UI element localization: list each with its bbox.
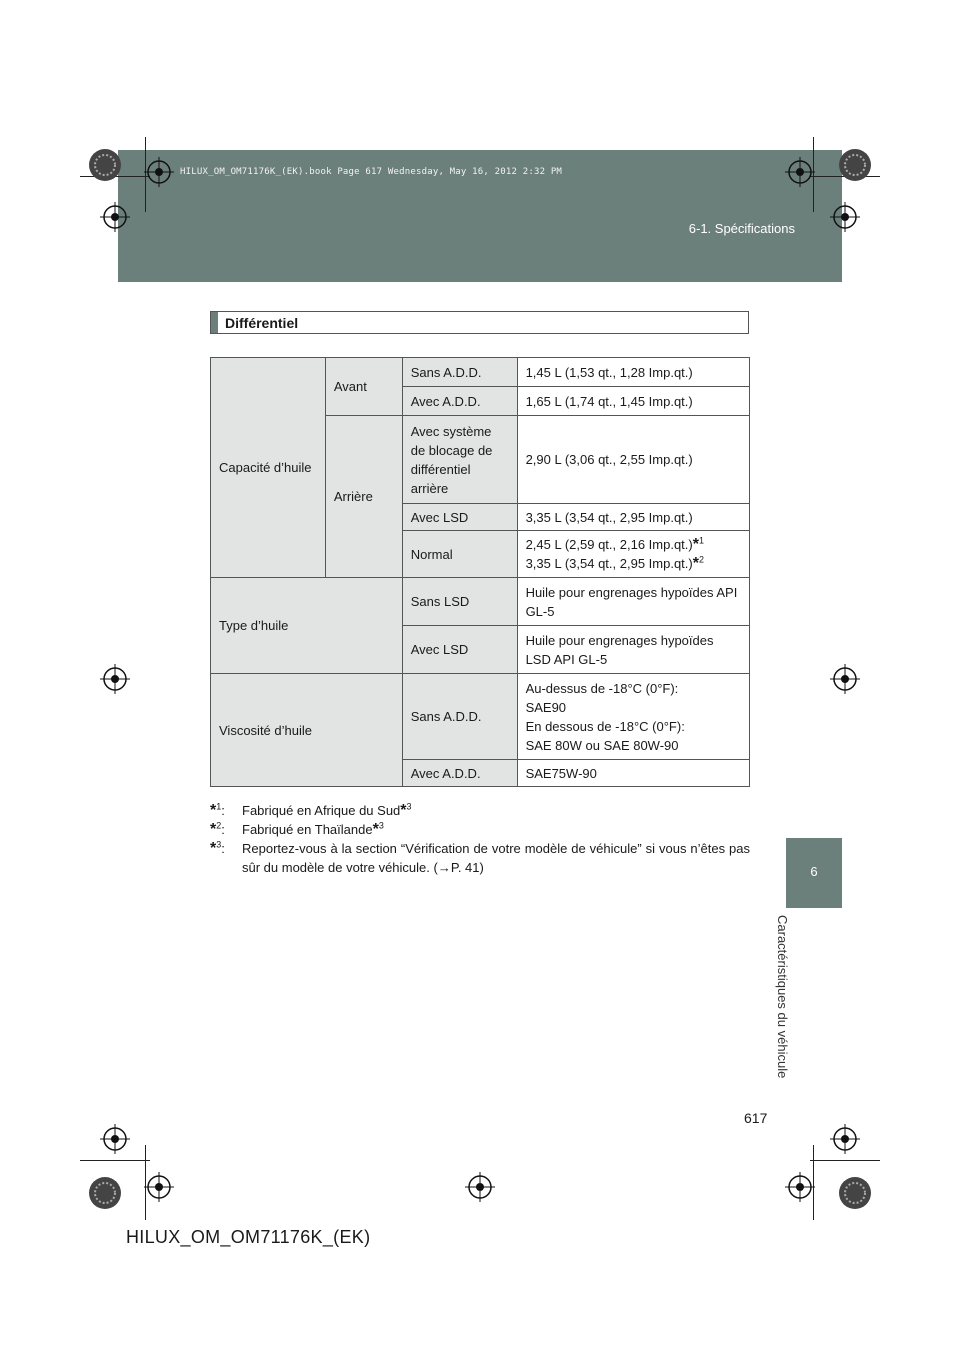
differential-spec-table <box>210 357 750 787</box>
registration-mark-icon <box>100 202 130 232</box>
visc-avec-add-label: Avec A.D.D. <box>402 760 517 787</box>
visc-line-4: SAE 80W ou SAE 80W-90 <box>525 737 679 753</box>
color-target-icon <box>87 147 123 183</box>
avant-avec-add-value: 1,65 L (1,74 qt., 1,45 Imp.qt.) <box>517 387 749 416</box>
footnote-2-text: Fabriqué en Thaïlande <box>242 822 373 837</box>
color-target-icon <box>837 147 873 183</box>
capacite-label: Capacité d’huile <box>211 358 326 578</box>
visc-line-3: En dessous de -18°C (0°F): <box>525 718 685 734</box>
visc-sans-add-value <box>517 674 749 760</box>
chapter-tab <box>786 838 842 908</box>
visc-avec-add-value: SAE75W-90 <box>517 760 749 787</box>
registration-mark-icon <box>785 157 815 187</box>
normal-label: Normal <box>402 531 517 578</box>
crop-line <box>810 1160 880 1161</box>
type-sans-lsd-label: Sans LSD <box>402 578 517 626</box>
type-huile-label: Type d’huile <box>211 578 403 674</box>
chapter-number: 6 <box>810 864 818 879</box>
normal-value-2: 3,35 L (3,54 qt., 2,95 Imp.qt.) <box>525 556 693 571</box>
viscosite-label: Viscosité d’huile <box>211 674 403 787</box>
heading-accent-bar <box>211 312 218 333</box>
arriere-blocage-label: Avec système de blocage de différentiel arrière <box>402 416 517 504</box>
footnotes <box>210 801 750 877</box>
registration-mark-icon <box>830 1124 860 1154</box>
avant-sans-add-label: Sans A.D.D. <box>402 358 517 387</box>
chapter-caption: Caractéristiques du véhicule <box>775 915 790 1079</box>
registration-mark-icon <box>100 664 130 694</box>
visc-line-2: SAE90 <box>525 699 567 715</box>
arriere-lsd-label: Avec LSD <box>402 504 517 531</box>
arriere-lsd-value: 3,35 L (3,54 qt., 2,95 Imp.qt.) <box>517 504 749 531</box>
arriere-blocage-value: 2,90 L (3,06 qt., 2,55 Imp.qt.) <box>517 416 749 504</box>
avant-sans-add-value: 1,45 L (1,53 qt., 1,28 Imp.qt.) <box>517 358 749 387</box>
type-avec-lsd-value: Huile pour engrenages hypoïdes LSD API GL-5 <box>517 626 749 674</box>
registration-mark-icon <box>785 1172 815 1202</box>
registration-mark-icon <box>830 202 860 232</box>
color-target-icon <box>87 1175 123 1211</box>
avant-avec-add-label: Avec A.D.D. <box>402 387 517 416</box>
normal-value: 2,45 L (2,59 qt., 2,16 Imp.qt.)*$^1$ 3,35 L (3,54 qt., 2,95 Imp.qt.)*$^2$ <box>517 531 749 578</box>
crop-line <box>80 1160 150 1161</box>
registration-mark-icon <box>144 1172 174 1202</box>
header-section-title: 6-1. Spécifications <box>688 221 795 236</box>
arriere-label: Arrière <box>325 416 402 578</box>
registration-mark-icon <box>100 1124 130 1154</box>
section-heading <box>210 311 749 334</box>
footnote-3: *$^3$: Reportez-vous à la section “Vérification de votre modèle de véhicule” si vous n’êtes pas sûr du modèle de votre véhicule. (→P. 41) <box>210 839 750 875</box>
type-sans-lsd-value: Huile pour engrenages hypoïdes API GL-5 <box>517 578 749 626</box>
color-target-icon <box>837 1175 873 1211</box>
file-stamp: HILUX_OM_OM71176K_(EK).book Page 617 Wednesday, May 16, 2012 2:32 PM <box>180 167 563 177</box>
heading-text: Différentiel <box>225 315 299 331</box>
registration-mark-icon <box>465 1172 495 1202</box>
registration-mark-icon <box>144 157 174 187</box>
footnote-1-text: Fabriqué en Afrique du Sud <box>242 803 401 818</box>
page-number: 617 <box>744 1110 768 1126</box>
registration-mark-icon <box>830 664 860 694</box>
footnote-3-text: Reportez-vous à la section “Vérification de votre modèle de véhicule” si vous n’êtes pas sûr du modèle de votre véhicule. (→P. 41) <box>242 841 750 875</box>
chapter-caption-box <box>775 915 812 1100</box>
type-avec-lsd-label: Avec LSD <box>402 626 517 674</box>
normal-value-1: 2,45 L (2,59 qt., 2,16 Imp.qt.) <box>525 537 693 552</box>
footer-code: HILUX_OM_OM71176K_(EK) <box>126 1227 371 1247</box>
footnote-1: *$^1$: Fabriqué en Afrique du Sud*$^3$ <box>210 801 412 819</box>
visc-sans-add-label: Sans A.D.D. <box>402 674 517 760</box>
avant-label: Avant <box>325 358 402 416</box>
footnote-2: *$^2$: Fabriqué en Thaïlande*$^3$ <box>210 820 384 838</box>
visc-line-1: Au-dessus de -18°C (0°F): <box>525 680 679 696</box>
